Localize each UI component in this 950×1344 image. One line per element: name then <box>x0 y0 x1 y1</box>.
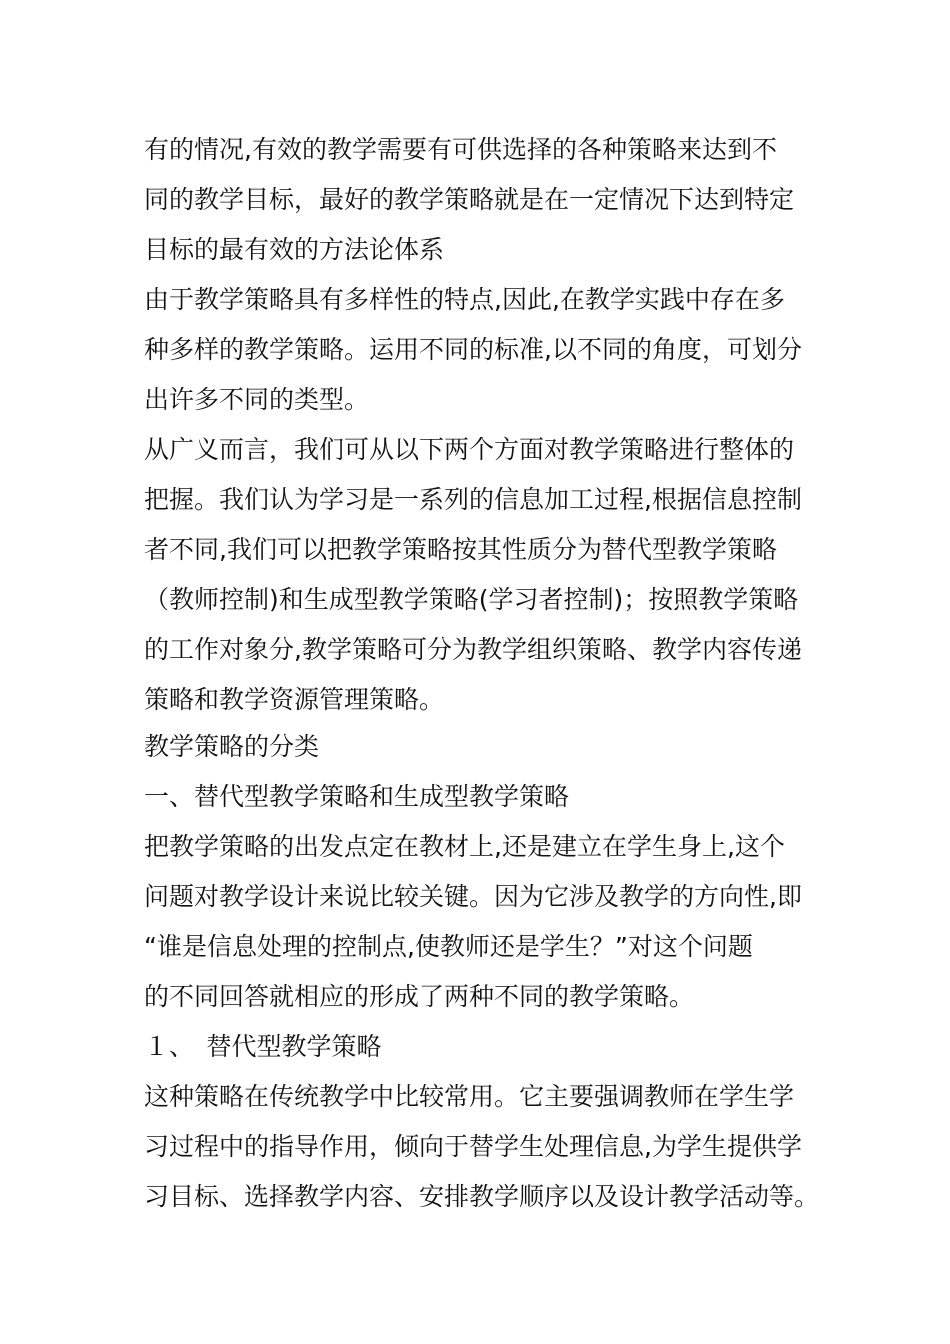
text-line: 者不同,我们可以把教学策略按其性质分为替代型教学策略 <box>144 535 777 564</box>
text-line: 出许多不同的类型。 <box>144 385 370 414</box>
section-heading: 教学策略的分类 <box>144 732 320 761</box>
subsection-heading: 一、替代型教学策略和生成型教学策略 <box>144 782 570 811</box>
text-line: 习目标、选择教学内容、安排教学顺序以及设计教学活动等。 <box>144 1182 820 1211</box>
text-line: 目标的最有效的方法论体系 <box>144 235 445 264</box>
text-line: 有的情况,有效的教学需要有可供选择的各种策略来达到不 <box>144 135 777 164</box>
text-line: 策略和教学资源管理策略。 <box>144 685 445 714</box>
numbered-heading: １、 替代型教学策略 <box>144 1032 382 1061</box>
text-line: 把教学策略的出发点定在教材上,还是建立在学生身上,这个 <box>144 832 785 861</box>
text-line: 问题对教学设计来说比较关键。因为它涉及教学的方向性,即 <box>144 882 802 911</box>
text-line: （教师控制)和生成型教学策略(学习者控制)；按照教学策略 <box>144 585 799 614</box>
text-line: 的工作对象分,教学策略可分为教学组织策略、教学内容传递 <box>144 635 802 664</box>
text-line: 把握。我们认为学习是一系列的信息加工过程,根据信息控制 <box>144 485 802 514</box>
text-line: 的不同回答就相应的形成了两种不同的教学策略。 <box>144 982 695 1011</box>
text-line: 种多样的教学策略。运用不同的标准,以不同的角度，可划分 <box>144 335 802 364</box>
text-line: 这种策略在传统教学中比较常用。它主要强调教师在学生学 <box>144 1082 795 1111</box>
text-line: 习过程中的指导作用，倾向于替学生处理信息,为学生提供学 <box>144 1132 802 1161</box>
text-line: 同的教学目标，最好的教学策略就是在一定情况下达到特定 <box>144 185 795 214</box>
text-line: 从广义而言，我们可从以下两个方面对教学策略进行整体的 <box>144 435 795 464</box>
text-line: 由于教学策略具有多样性的特点,因此,在教学实践中存在多 <box>144 285 785 314</box>
text-line: “谁是信息处理的控制点,使教师还是学生？”对这个问题 <box>144 932 753 961</box>
